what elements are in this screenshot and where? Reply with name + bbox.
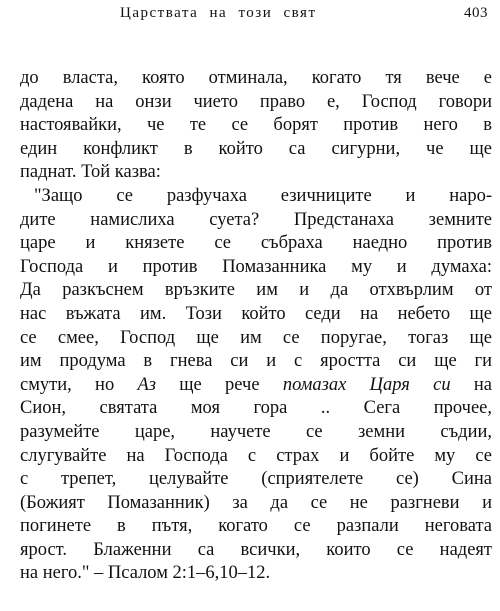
text-line: царе и князете се събраха наедно против	[20, 233, 492, 254]
body-text	[20, 67, 492, 586]
text-line: се смее, Господ ще им се поругае, тогаз ще	[20, 327, 492, 348]
text-line: настоявайки, че те се борят против него в	[20, 115, 492, 136]
italic-pomazah: помазах Царя си	[282, 374, 451, 395]
text-line: до власта, която отминала, когато тя вече е	[20, 68, 492, 88]
text-line: (Божият Помазанник) за да се не разгневи и	[20, 492, 492, 513]
text-segment: на	[450, 374, 492, 395]
text-segment: смути, но	[20, 374, 138, 395]
text-line: нас въжата им. Този който седи на небето ще	[20, 303, 492, 324]
text-line: с трепет, целувайте (сприятелете се) Сина	[20, 469, 492, 490]
text-line: слугувайте на Господа с страх и бойте му се	[20, 445, 492, 466]
text-line: ярост. Блаженни са всички, които се надеят	[20, 539, 492, 560]
italic-az: Аз	[137, 374, 157, 395]
running-title: Царствата на този свят	[120, 5, 317, 21]
text-line: "Защо се разфучаха езичниците и наро-	[34, 185, 492, 206]
text-line: на него." – Псалом 2:1–6,10–12.	[20, 563, 271, 584]
text-line: погинете в пътя, когато се разпали неговата	[20, 516, 492, 537]
text-line: дадена на онзи чието право е, Господ говори	[20, 91, 492, 112]
text-line: Сион, святата моя гора .. Сега прочее,	[20, 398, 492, 419]
text-line: Господа и против Помазанника му и думаха:	[20, 256, 492, 277]
running-header	[0, 5, 500, 29]
text-line: един конфликт в който са сигурни, че ще	[20, 138, 492, 159]
text-line: Да разкъснем връзките им и да отхвърлим от	[20, 280, 492, 301]
text-line: паднат. Той казва:	[20, 162, 161, 183]
text-line: им продума в гнева си и с яростта си ще ги	[20, 351, 492, 372]
page-number: 403	[464, 5, 488, 21]
text-segment: ще рече	[156, 374, 283, 395]
text-line: разумейте царе, научете се земни съдии,	[20, 421, 492, 442]
text-line-mixed	[20, 374, 492, 398]
text-line: дите намислиха суета? Предстанаха земните	[20, 209, 492, 230]
